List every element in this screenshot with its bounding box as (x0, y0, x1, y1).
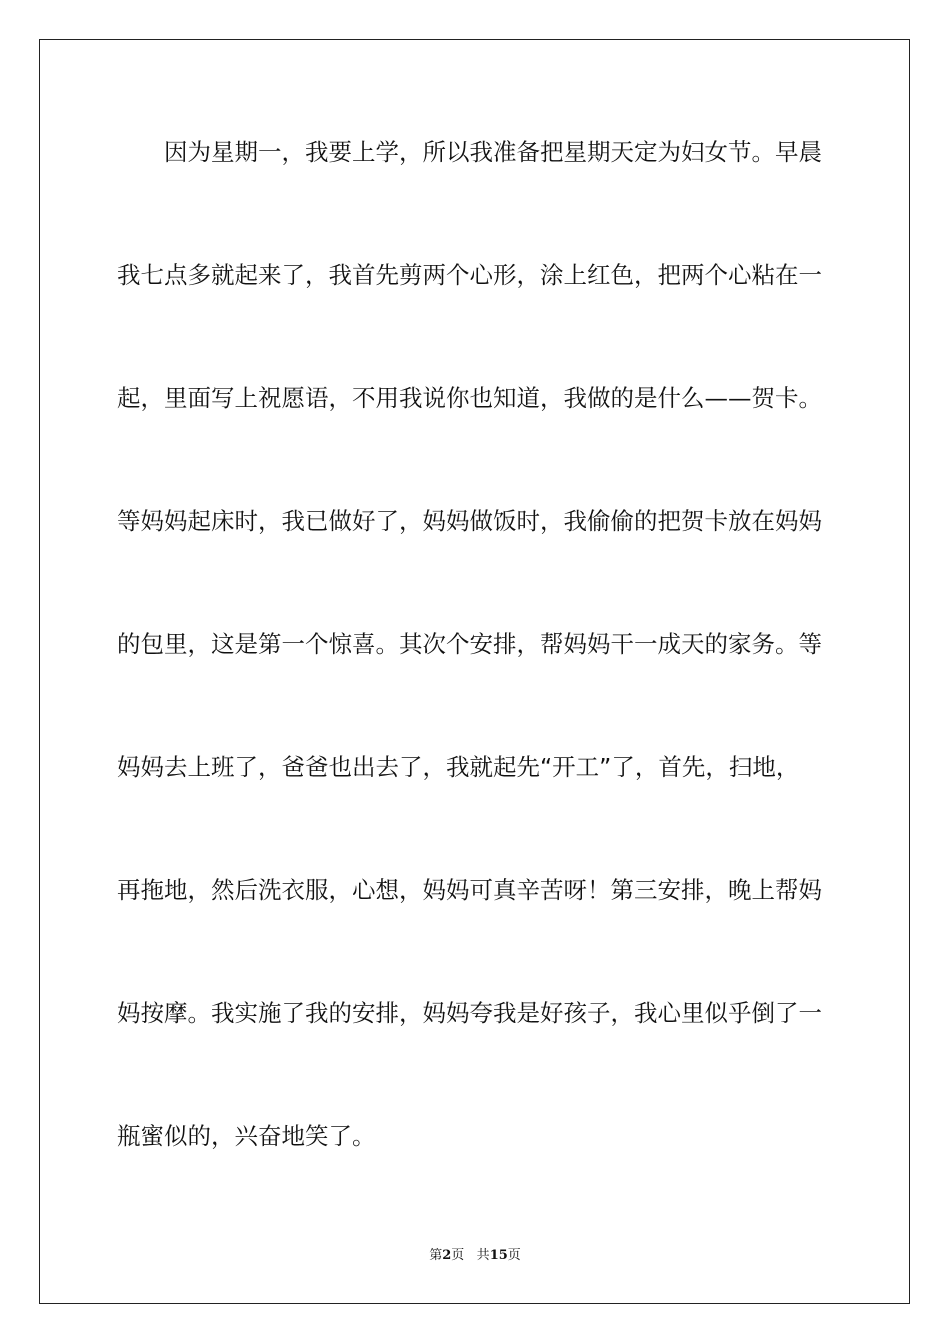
total-suffix: 页 (507, 1248, 521, 1263)
paragraph-line: 的包里，这是第一个惊喜。其次个安排，帮妈妈干一成天的家务。等 (117, 630, 822, 658)
page-prefix: 第 (429, 1248, 443, 1263)
paragraph-line: 再拖地，然后洗衣服，心想，妈妈可真辛苦呀！第三安排，晚上帮妈 (117, 876, 822, 904)
paragraph-line: 妈按摩。我实施了我的安排，妈妈夸我是好孩子，我心里似乎倒了一 (117, 999, 822, 1027)
paragraph-line: 因为星期一，我要上学，所以我准备把星期天定为妇女节。早晨 (117, 138, 822, 166)
paragraph-line: 起，里面写上祝愿语，不用我说你也知道，我做的是什么——贺卡。 (117, 384, 822, 412)
paragraph-line: 我七点多就起来了，我首先剪两个心形，涂上红色，把两个心粘在一 (117, 261, 822, 289)
page-suffix: 页 (451, 1248, 465, 1263)
paragraph-line: 等妈妈起床时，我已做好了，妈妈做饭时，我偷偷的把贺卡放在妈妈 (117, 507, 822, 535)
page-current: 2 (442, 1248, 452, 1263)
page-total: 15 (489, 1248, 508, 1263)
paragraph-line: 瓶蜜似的，兴奋地笑了。 (117, 1122, 376, 1150)
paragraph-line: 妈妈去上班了，爸爸也出去了，我就起先“开工”了，首先，扫地， (117, 753, 800, 781)
total-prefix: 共 (476, 1248, 490, 1263)
page-frame (39, 39, 910, 1304)
page-footer (0, 1248, 950, 1264)
